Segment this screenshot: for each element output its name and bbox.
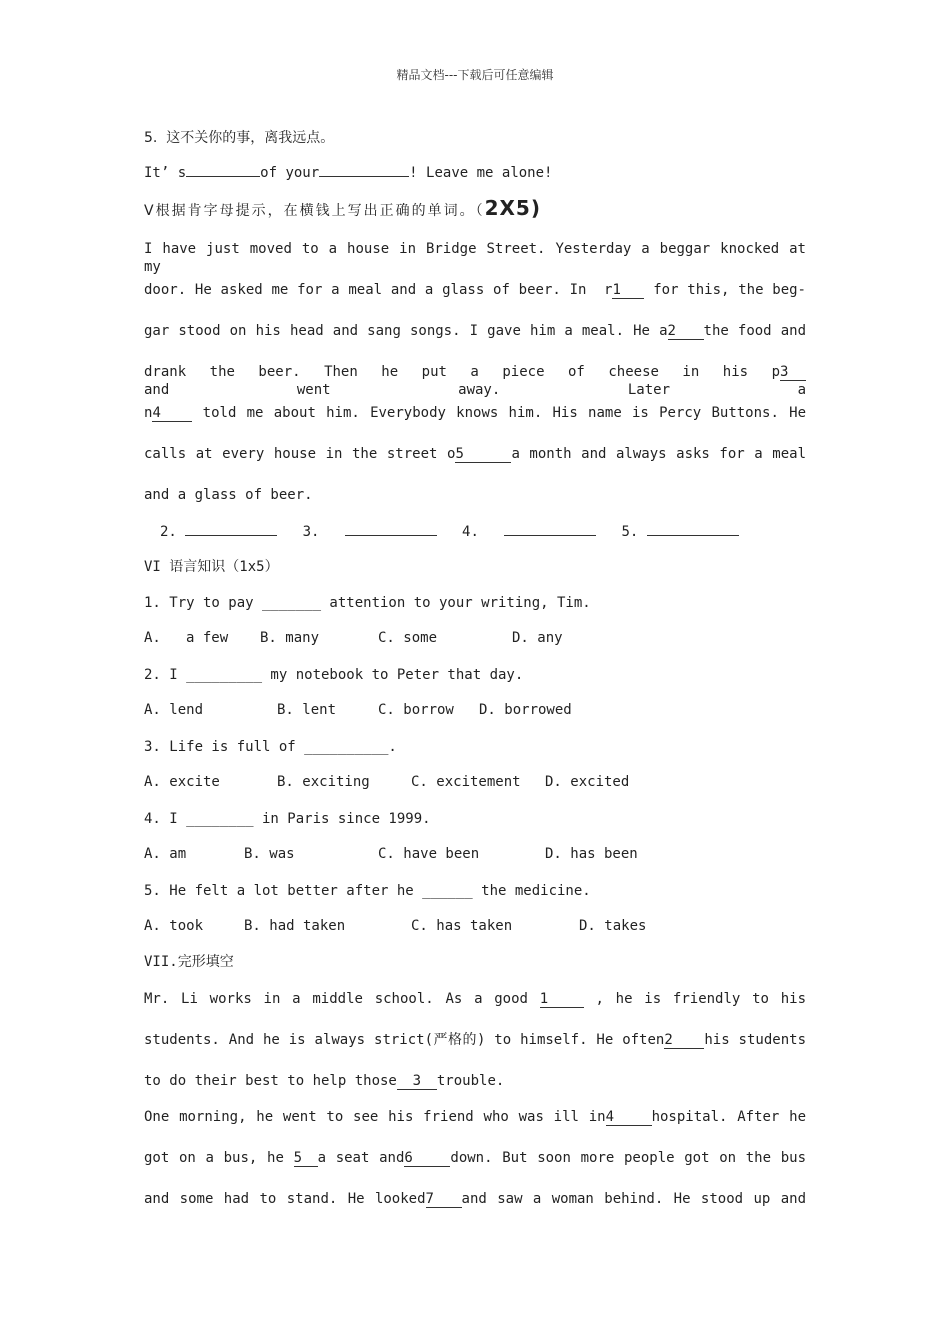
answer-blank[interactable]: 3 xyxy=(780,365,806,381)
cloze-line: and some had to stand. He looked7 and saw a woman behind. He stood up and xyxy=(144,1191,806,1207)
passage-line: and a glass of beer. xyxy=(144,487,313,503)
answer-blank[interactable] xyxy=(647,535,739,536)
option[interactable]: B. was xyxy=(244,846,295,862)
answer-blank[interactable]: 3 xyxy=(397,1074,437,1090)
option[interactable]: A. lend xyxy=(144,702,204,718)
answer-blank[interactable] xyxy=(186,176,260,177)
option[interactable]: B. had taken xyxy=(244,918,346,934)
section-vii-title: VII.完形填空 xyxy=(144,954,234,970)
answer-blank[interactable]: 1 xyxy=(540,992,584,1008)
passage-line: calls at every house in the street o5 a month and always asks for a meal xyxy=(144,446,807,462)
option[interactable]: B. exciting xyxy=(277,774,370,790)
section-vi-title: VI 语言知识（1x5） xyxy=(144,559,279,575)
answer-blank[interactable]: 7 xyxy=(426,1192,462,1208)
translation-prompt: 5. 这不关你的事，离我远点。 xyxy=(144,130,335,146)
option[interactable]: C. has taken xyxy=(411,918,513,934)
option[interactable]: D. borrowed xyxy=(479,702,572,718)
option[interactable]: C. excitement xyxy=(411,774,521,790)
option[interactable]: C. borrow xyxy=(378,702,454,718)
cloze-line: to do their best to help those 3 trouble. xyxy=(144,1073,505,1089)
answer-blank[interactable] xyxy=(319,176,409,177)
option[interactable]: B. many xyxy=(260,630,320,646)
option[interactable]: A. am xyxy=(144,846,187,862)
cloze-line: got on a bus, he 5 a seat and6 down. But soon more people got on the bus xyxy=(144,1150,807,1166)
cloze-line: students. And he is always strict(严格的) to himself. He often2 his students xyxy=(144,1032,806,1048)
question: 3. Life is full of __________. xyxy=(144,739,397,755)
cloze-line: Mr. Li works in a middle school. As a good 1 , he is friendly to his xyxy=(144,991,806,1007)
answer-blank[interactable]: 2 xyxy=(664,1033,704,1049)
answer-blank[interactable] xyxy=(345,535,437,536)
option[interactable]: A. xyxy=(144,630,161,646)
option[interactable]: a few xyxy=(186,630,229,646)
passage-line: I have just moved to a house in Bridge Street. Yesterday a beggar knocked at my xyxy=(144,241,806,275)
answer-blank[interactable]: 4 xyxy=(152,406,192,422)
passage-line: door. He asked me for a meal and a glass of beer. In r1 for this, the beg- xyxy=(144,282,806,298)
answer-blank[interactable]: 2 xyxy=(668,324,704,340)
question: 2. I _________ my notebook to Peter that day. xyxy=(144,667,524,683)
cloze-line: One morning, he went to see his friend who was ill in4 hospital. After he xyxy=(144,1109,806,1125)
translation-sentence: It’ s of your ! Leave me alone! xyxy=(144,165,553,181)
option[interactable]: D. excited xyxy=(545,774,630,790)
answer-blank[interactable]: 5 xyxy=(294,1151,318,1167)
option[interactable]: D. has been xyxy=(545,846,638,862)
page-header: 精品文档---下载后可任意编辑 xyxy=(396,68,554,82)
option[interactable]: A. excite xyxy=(144,774,220,790)
section-v-title: V根据肯字母提示，在横钱上写出正确的单词。（2X5) xyxy=(144,196,541,220)
passage-line: drank the beer. Then he put a piece of cheese in his p3and went away. Later a xyxy=(144,364,806,398)
answer-blank[interactable]: 6 xyxy=(404,1151,450,1167)
answer-blank[interactable]: 4 xyxy=(606,1110,652,1126)
answer-blank[interactable]: 1 xyxy=(612,283,644,299)
answer-row: 2. 3. 4. 5. xyxy=(160,523,739,541)
answer-blank[interactable] xyxy=(185,535,277,536)
passage-line: n4 told me about him. Everybody knows him. His name is Percy Buttons. He xyxy=(144,405,806,421)
answer-blank[interactable] xyxy=(504,535,596,536)
question: 4. I ________ in Paris since 1999. xyxy=(144,811,431,827)
option[interactable]: C. have been xyxy=(378,846,480,862)
question: 5. He felt a lot better after he ______ the medicine. xyxy=(144,883,591,899)
option[interactable]: C. some xyxy=(378,630,438,646)
answer-blank[interactable]: 5 xyxy=(455,447,511,463)
option[interactable]: D. any xyxy=(512,630,563,646)
option[interactable]: A. took xyxy=(144,918,204,934)
passage-line: gar stood on his head and sang songs. I gave him a meal. He a2 the food and xyxy=(144,323,806,339)
option[interactable]: B. lent xyxy=(277,702,337,718)
question: 1. Try to pay _______ attention to your writing, Tim. xyxy=(144,595,591,611)
option[interactable]: D. takes xyxy=(579,918,647,934)
